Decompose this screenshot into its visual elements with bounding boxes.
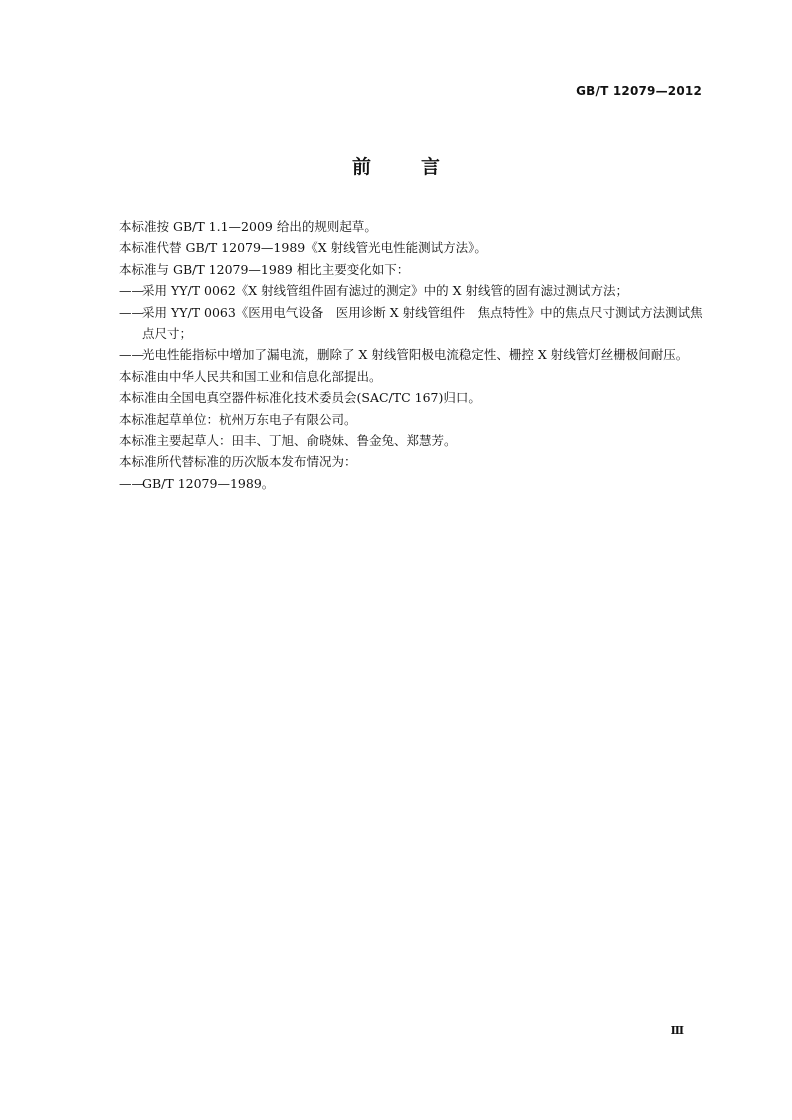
page-number: Ⅲ bbox=[670, 1024, 684, 1037]
dash-marker: —— bbox=[119, 283, 144, 299]
list-item-change-3 bbox=[119, 344, 707, 365]
list-item-text: 光电性能指标中增加了漏电流，删除了 X 射线管阳极电流稳定性、栅控 X 射线管灯丝栅极间耐压。 bbox=[142, 347, 689, 363]
page-title: 前言 bbox=[351, 156, 490, 178]
list-item-text: 采用 YY/T 0063《医用电气设备 医用诊断 X 射线管组件 焦点特性》中的焦点尺寸测试方法测试焦点尺寸； bbox=[142, 304, 703, 342]
paragraph-proposer: 本标准由中华人民共和国工业和信息化部提出。 bbox=[119, 368, 382, 384]
list-item-text: GB/T 12079—1989。 bbox=[142, 475, 275, 491]
paragraph-changes-intro: 本标准与 GB/T 12079—1989 相比主要变化如下： bbox=[119, 261, 410, 277]
dash-marker: —— bbox=[119, 304, 144, 320]
paragraph-replacement: 本标准代替 GB/T 12079—1989《X 射线管光电性能测试方法》。 bbox=[119, 240, 487, 256]
paragraph-drafters: 本标准主要起草人：田丰、丁旭、俞晓妹、鲁金兔、郑慧芳。 bbox=[119, 433, 457, 449]
dash-marker: —— bbox=[119, 475, 144, 491]
dash-marker: —— bbox=[119, 347, 144, 363]
paragraph-history-intro: 本标准所代替标准的历次版本发布情况为： bbox=[119, 454, 357, 470]
list-item-change-2 bbox=[119, 302, 707, 345]
paragraph-drafting-rules: 本标准按 GB/T 1.1—2009 给出的规则起草。 bbox=[119, 219, 377, 234]
paragraph-committee: 本标准由全国电真空器件标准化技术委员会(SAC/TC 167)归口。 bbox=[119, 390, 481, 406]
preface-content bbox=[119, 216, 707, 494]
standard-number: GB/T 12079—2012 bbox=[576, 84, 702, 98]
list-item-text: 采用 YY/T 0062《X 射线管组件固有滤过的测定》中的 X 射线管的固有滤过测试方法； bbox=[142, 283, 629, 299]
list-item-change-1 bbox=[119, 280, 707, 301]
paragraph-drafting-unit: 本标准起草单位：杭州万东电子有限公司。 bbox=[119, 411, 357, 427]
list-item-history-1 bbox=[119, 473, 707, 494]
